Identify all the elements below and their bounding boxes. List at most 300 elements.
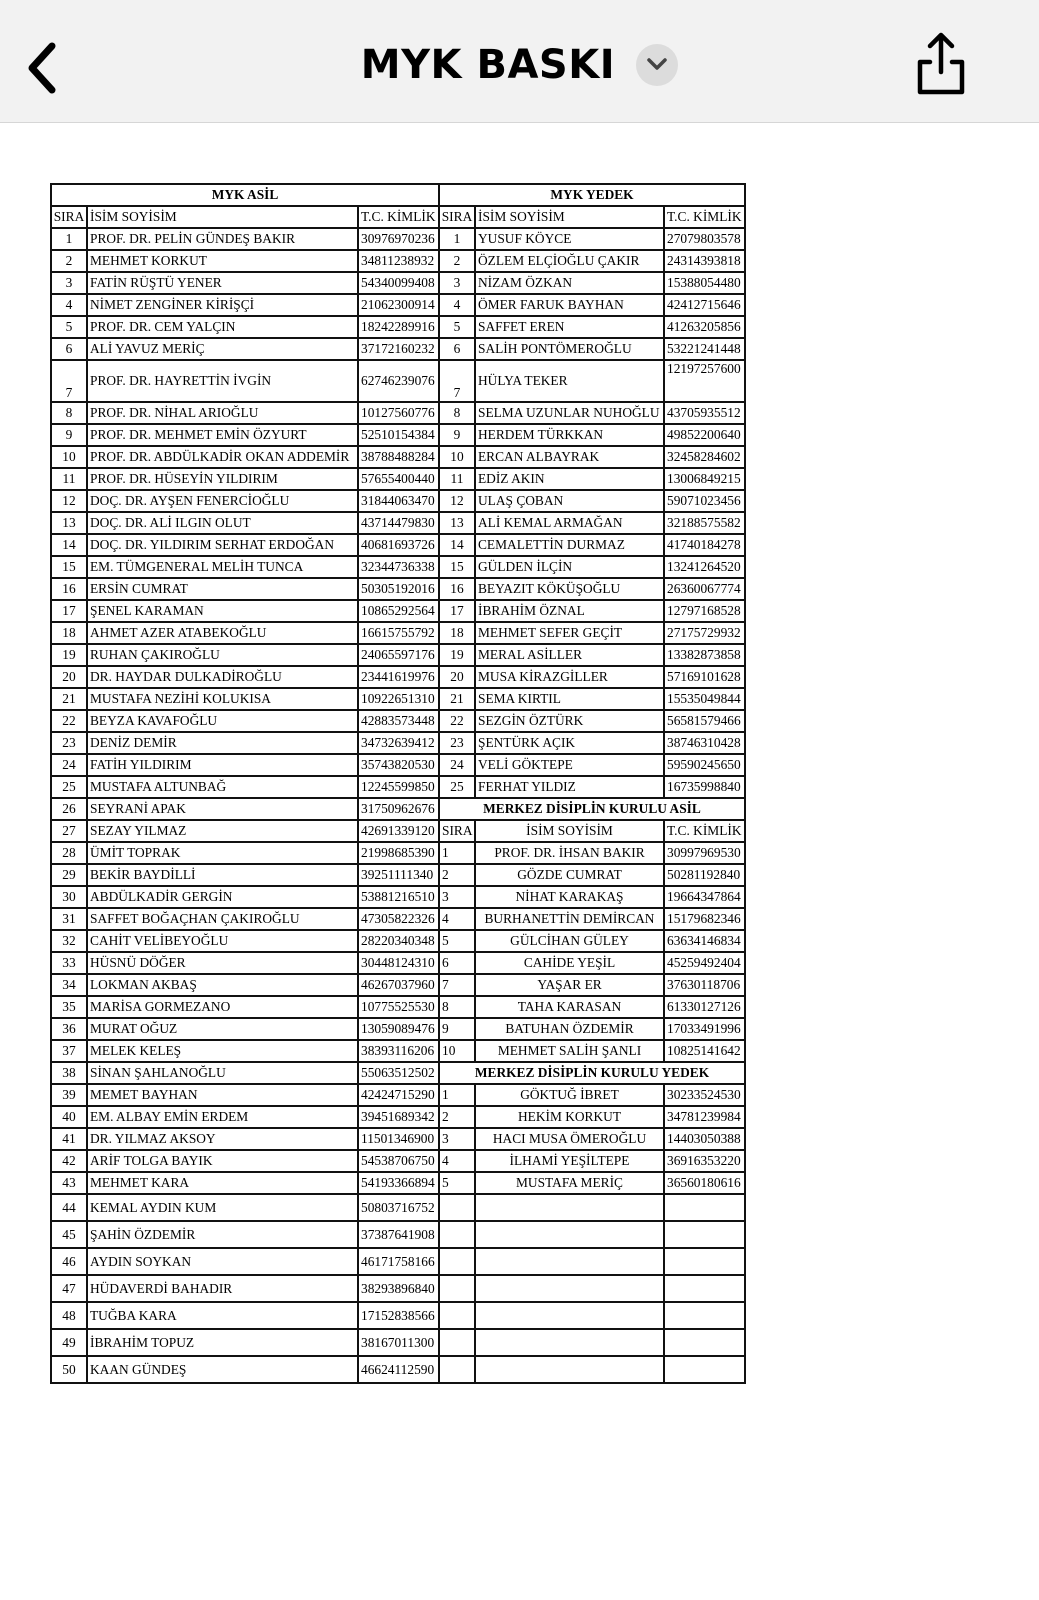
empty-cell <box>664 1302 745 1329</box>
tc-number: 12797168528 <box>664 600 745 622</box>
member-name: EDİZ AKIN <box>475 468 664 490</box>
tc-number: 10127560776 <box>358 402 439 424</box>
table-row <box>51 1221 745 1248</box>
row-number: 12 <box>51 490 87 512</box>
row-number: 19 <box>51 644 87 666</box>
member-name: FATİN RÜŞTÜ YENER <box>87 272 358 294</box>
tc-number: 62746239076 <box>358 360 439 402</box>
table-title-row <box>51 184 745 206</box>
row-number: 9 <box>51 424 87 446</box>
tc-number: 12197257600 <box>664 360 745 402</box>
table-row <box>51 732 745 754</box>
empty-cell <box>664 1329 745 1356</box>
row-number: 33 <box>51 952 87 974</box>
member-name: DOÇ. DR. ALİ ILGIN OLUT <box>87 512 358 534</box>
share-icon <box>913 30 969 96</box>
empty-cell <box>439 1329 475 1356</box>
member-name: GÜLCİHAN GÜLEY <box>475 930 664 952</box>
table-row <box>51 1172 745 1194</box>
tc-number: 17033491996 <box>664 1018 745 1040</box>
member-name: HEKİM KORKUT <box>475 1106 664 1128</box>
member-name: MEHMET SEFER GEÇİT <box>475 622 664 644</box>
row-number: 20 <box>439 666 475 688</box>
tc-number: 10922651310 <box>358 688 439 710</box>
tc-number: 40681693726 <box>358 534 439 556</box>
row-number: 47 <box>51 1275 87 1302</box>
tc-number: 37387641908 <box>358 1221 439 1248</box>
member-name: ALİ KEMAL ARMAĞAN <box>475 512 664 534</box>
member-name: NİMET ZENGİNER KİRİŞÇİ <box>87 294 358 316</box>
row-number: 16 <box>439 578 475 600</box>
row-number: 9 <box>439 1018 475 1040</box>
tc-number: 41740184278 <box>664 534 745 556</box>
member-name: ERSİN CUMRAT <box>87 578 358 600</box>
tc-number: 37630118706 <box>664 974 745 996</box>
tc-number: 56581579466 <box>664 710 745 732</box>
tc-number: 13006849215 <box>664 468 745 490</box>
member-name: MERAL ASİLLER <box>475 644 664 666</box>
member-name: CAHİDE YEŞİL <box>475 952 664 974</box>
row-number: 31 <box>51 908 87 930</box>
row-number: 15 <box>51 556 87 578</box>
empty-cell <box>664 1248 745 1275</box>
table-row <box>51 1106 745 1128</box>
empty-cell <box>439 1194 475 1221</box>
member-name: MUSA KİRAZGİLLER <box>475 666 664 688</box>
tc-number: 32188575582 <box>664 512 745 534</box>
member-name: GÖKTUĞ İBRET <box>475 1084 664 1106</box>
row-number: 8 <box>439 996 475 1018</box>
tc-number: 43714479830 <box>358 512 439 534</box>
row-number: 28 <box>51 842 87 864</box>
tc-number: 15535049844 <box>664 688 745 710</box>
row-number: 14 <box>51 534 87 556</box>
table-row <box>51 820 745 842</box>
row-number: 7 <box>51 360 87 402</box>
table-row <box>51 1302 745 1329</box>
member-name: NİZAM ÖZKAN <box>475 272 664 294</box>
tc-number: 54193366894 <box>358 1172 439 1194</box>
table-row <box>51 622 745 644</box>
row-number: 43 <box>51 1172 87 1194</box>
empty-cell <box>664 1275 745 1302</box>
member-name: HÜDAVERDİ BAHADIR <box>87 1275 358 1302</box>
empty-cell <box>664 1356 745 1383</box>
row-number: 5 <box>51 316 87 338</box>
row-number: 4 <box>439 294 475 316</box>
tc-number: 30448124310 <box>358 952 439 974</box>
member-name: PROF. DR. PELİN GÜNDEŞ BAKIR <box>87 228 358 250</box>
row-number: 6 <box>51 338 87 360</box>
row-number: 2 <box>439 864 475 886</box>
member-name: HERDEM TÜRKKAN <box>475 424 664 446</box>
member-name: SEMA KIRTIL <box>475 688 664 710</box>
row-number: 20 <box>51 666 87 688</box>
member-name: PROF. DR. NİHAL ARIOĞLU <box>87 402 358 424</box>
empty-cell <box>475 1302 664 1329</box>
member-name: BATUHAN ÖZDEMİR <box>475 1018 664 1040</box>
row-number: 10 <box>51 446 87 468</box>
row-number: 2 <box>439 250 475 272</box>
tc-number: 46171758166 <box>358 1248 439 1275</box>
member-name: PROF. DR. HAYRETTİN İVGİN <box>87 360 358 402</box>
table-row <box>51 842 745 864</box>
tc-number: 42883573448 <box>358 710 439 732</box>
member-name: SAFFET EREN <box>475 316 664 338</box>
row-number: 11 <box>439 468 475 490</box>
table-row <box>51 600 745 622</box>
row-number: 22 <box>51 710 87 732</box>
tc-number: 32458284602 <box>664 446 745 468</box>
row-number: 25 <box>439 776 475 798</box>
empty-cell <box>439 1221 475 1248</box>
table-row <box>51 294 745 316</box>
page-title[interactable]: MYK BASKI <box>360 42 616 88</box>
row-number: 3 <box>51 272 87 294</box>
row-number: 6 <box>439 952 475 974</box>
member-name: FATİH YILDIRIM <box>87 754 358 776</box>
member-name: ALİ YAVUZ MERİÇ <box>87 338 358 360</box>
table-row <box>51 1018 745 1040</box>
tc-number: 59590245650 <box>664 754 745 776</box>
member-name: DR. HAYDAR DULKADİROĞLU <box>87 666 358 688</box>
tc-number: 21062300914 <box>358 294 439 316</box>
row-number: 1 <box>51 228 87 250</box>
tc-number: 34811238932 <box>358 250 439 272</box>
col-name: İSİM SOYİSİM <box>475 820 664 842</box>
member-name: SEZAY YILMAZ <box>87 820 358 842</box>
member-name: EM. TÜMGENERAL MELİH TUNCA <box>87 556 358 578</box>
row-number: 3 <box>439 886 475 908</box>
row-number: 16 <box>51 578 87 600</box>
member-name: PROF. DR. ABDÜLKADİR OKAN ADDEMİR <box>87 446 358 468</box>
tc-number: 30976970236 <box>358 228 439 250</box>
tc-number: 15388054480 <box>664 272 745 294</box>
member-name: YUSUF KÖYCE <box>475 228 664 250</box>
table-row <box>51 710 745 732</box>
row-number: 49 <box>51 1329 87 1356</box>
tc-number: 30997969530 <box>664 842 745 864</box>
tc-number: 16615755792 <box>358 622 439 644</box>
tc-number: 50281192840 <box>664 864 745 886</box>
member-name: SELMA UZUNLAR NUHOĞLU <box>475 402 664 424</box>
tc-number: 10865292564 <box>358 600 439 622</box>
tc-number: 36560180616 <box>664 1172 745 1194</box>
row-number: 17 <box>439 600 475 622</box>
empty-cell <box>475 1329 664 1356</box>
tc-number: 49852200640 <box>664 424 745 446</box>
table-row <box>51 974 745 996</box>
tc-number: 16735998840 <box>664 776 745 798</box>
tc-number: 55063512502 <box>358 1062 439 1084</box>
empty-cell <box>475 1356 664 1383</box>
tc-number: 53221241448 <box>664 338 745 360</box>
tc-number: 61330127126 <box>664 996 745 1018</box>
member-name: MUSTAFA ALTUNBAĞ <box>87 776 358 798</box>
row-number: 24 <box>51 754 87 776</box>
candidate-table <box>50 183 746 1384</box>
row-number: 32 <box>51 930 87 952</box>
member-name: SALİH PONTÖMEROĞLU <box>475 338 664 360</box>
tc-number: 39451689342 <box>358 1106 439 1128</box>
row-number: 29 <box>51 864 87 886</box>
member-name: MARİSA GORMEZANO <box>87 996 358 1018</box>
row-number: 24 <box>439 754 475 776</box>
row-number: 21 <box>51 688 87 710</box>
member-name: ÖMER FARUK BAYHAN <box>475 294 664 316</box>
table-row <box>51 798 745 820</box>
title-menu-button[interactable] <box>636 44 678 86</box>
table-row <box>51 490 745 512</box>
table-row <box>51 1329 745 1356</box>
tc-number: 35743820530 <box>358 754 439 776</box>
tc-number: 42691339120 <box>358 820 439 842</box>
table-row <box>51 250 745 272</box>
row-number: 23 <box>439 732 475 754</box>
table-row <box>51 776 745 798</box>
empty-cell <box>475 1221 664 1248</box>
tc-number: 36916353220 <box>664 1150 745 1172</box>
table-row <box>51 534 745 556</box>
member-name: MEHMET KARA <box>87 1172 358 1194</box>
member-name: GÜLDEN İLÇİN <box>475 556 664 578</box>
tc-number: 59071023456 <box>664 490 745 512</box>
table-row <box>51 446 745 468</box>
empty-cell <box>664 1221 745 1248</box>
row-number: 8 <box>51 402 87 424</box>
row-number: 12 <box>439 490 475 512</box>
row-number: 40 <box>51 1106 87 1128</box>
chevron-down-icon <box>645 55 669 75</box>
empty-cell <box>475 1194 664 1221</box>
member-name: HÜLYA TEKER <box>475 360 664 402</box>
tc-number: 57655400440 <box>358 468 439 490</box>
tc-number: 27175729932 <box>664 622 745 644</box>
member-name: İBRAHİM TOPUZ <box>87 1329 358 1356</box>
col-name: İSİM SOYİSİM <box>87 206 358 228</box>
table-row <box>51 886 745 908</box>
member-name: BEKİR BAYDİLLİ <box>87 864 358 886</box>
tc-number: 46267037960 <box>358 974 439 996</box>
member-name: ÜMİT TOPRAK <box>87 842 358 864</box>
row-number: 35 <box>51 996 87 1018</box>
member-name: ŞENEL KARAMAN <box>87 600 358 622</box>
table-row <box>51 316 745 338</box>
tc-number: 13241264520 <box>664 556 745 578</box>
table-row <box>51 1084 745 1106</box>
tc-number: 54538706750 <box>358 1150 439 1172</box>
tc-number: 53881216510 <box>358 886 439 908</box>
member-name: AYDIN SOYKAN <box>87 1248 358 1275</box>
table-row <box>51 754 745 776</box>
member-name: PROF. DR. CEM YALÇIN <box>87 316 358 338</box>
row-number: 22 <box>439 710 475 732</box>
row-number: 10 <box>439 1040 475 1062</box>
col-sira: SIRA <box>439 206 475 228</box>
table-row <box>51 468 745 490</box>
row-number: 7 <box>439 360 475 402</box>
table-row <box>51 338 745 360</box>
tc-number: 34732639412 <box>358 732 439 754</box>
row-number: 45 <box>51 1221 87 1248</box>
tc-number: 43705935512 <box>664 402 745 424</box>
tc-number: 47305822326 <box>358 908 439 930</box>
member-name: BEYAZIT KÖKÜŞOĞLU <box>475 578 664 600</box>
table-row <box>51 1150 745 1172</box>
member-name: İLHAMİ YEŞİLTEPE <box>475 1150 664 1172</box>
tc-number: 34781239984 <box>664 1106 745 1128</box>
row-number: 37 <box>51 1040 87 1062</box>
table-row <box>51 1128 745 1150</box>
member-name: CAHİT VELİBEYOĞLU <box>87 930 358 952</box>
tc-number: 10825141642 <box>664 1040 745 1062</box>
row-number: 9 <box>439 424 475 446</box>
member-name: BEYZA KAVAFOĞLU <box>87 710 358 732</box>
row-number: 44 <box>51 1194 87 1221</box>
table-row <box>51 666 745 688</box>
tc-number: 42412715646 <box>664 294 745 316</box>
row-number: 17 <box>51 600 87 622</box>
member-name: KAAN GÜNDEŞ <box>87 1356 358 1383</box>
row-number: 50 <box>51 1356 87 1383</box>
member-name: GÖZDE CUMRAT <box>475 864 664 886</box>
table-row <box>51 424 745 446</box>
row-number: 26 <box>51 798 87 820</box>
col-sira: SIRA <box>51 206 87 228</box>
row-number: 1 <box>439 1084 475 1106</box>
col-sira: SIRA <box>439 820 475 842</box>
tc-number: 24065597176 <box>358 644 439 666</box>
row-number: 19 <box>439 644 475 666</box>
tc-number: 38393116206 <box>358 1040 439 1062</box>
member-name: DOÇ. DR. YILDIRIM SERHAT ERDOĞAN <box>87 534 358 556</box>
table-row <box>51 556 745 578</box>
member-name: MUSTAFA NEZİHİ KOLUKISA <box>87 688 358 710</box>
tc-number: 57169101628 <box>664 666 745 688</box>
row-number: 8 <box>439 402 475 424</box>
row-number: 2 <box>439 1106 475 1128</box>
tc-number: 37172160232 <box>358 338 439 360</box>
tc-number: 13382873858 <box>664 644 745 666</box>
row-number: 5 <box>439 1172 475 1194</box>
member-name: TAHA KARASAN <box>475 996 664 1018</box>
chevron-left-icon <box>22 38 66 98</box>
tc-number: 39251111340 <box>358 864 439 886</box>
row-number: 10 <box>439 446 475 468</box>
member-name: DENİZ DEMİR <box>87 732 358 754</box>
row-number: 14 <box>439 534 475 556</box>
member-name: MEHMET KORKUT <box>87 250 358 272</box>
tc-number: 13059089476 <box>358 1018 439 1040</box>
row-number: 1 <box>439 228 475 250</box>
member-name: ERCAN ALBAYRAK <box>475 446 664 468</box>
row-number: 21 <box>439 688 475 710</box>
tc-number: 46624112590 <box>358 1356 439 1383</box>
row-number: 25 <box>51 776 87 798</box>
tc-number: 17152838566 <box>358 1302 439 1329</box>
myk-asil-title: MYK ASİL <box>51 184 439 206</box>
tc-number: 42424715290 <box>358 1084 439 1106</box>
column-header-row <box>51 206 745 228</box>
row-number: 30 <box>51 886 87 908</box>
member-name: BURHANETTİN DEMİRCAN <box>475 908 664 930</box>
member-name: SEZGİN ÖZTÜRK <box>475 710 664 732</box>
row-number: 48 <box>51 1302 87 1329</box>
tc-number: 38746310428 <box>664 732 745 754</box>
row-number: 3 <box>439 272 475 294</box>
table-row <box>51 644 745 666</box>
member-name: KEMAL AYDIN KUM <box>87 1194 358 1221</box>
member-name: PROF. DR. HÜSEYİN YILDIRIM <box>87 468 358 490</box>
row-number: 46 <box>51 1248 87 1275</box>
tc-number: 31844063470 <box>358 490 439 512</box>
table-row <box>51 272 745 294</box>
member-name: MUSTAFA MERİÇ <box>475 1172 664 1194</box>
row-number: 42 <box>51 1150 87 1172</box>
tc-number: 54340099408 <box>358 272 439 294</box>
row-number: 4 <box>439 908 475 930</box>
row-number: 4 <box>51 294 87 316</box>
member-name: ŞAHİN ÖZDEMİR <box>87 1221 358 1248</box>
tc-number: 38293896840 <box>358 1275 439 1302</box>
table-row <box>51 908 745 930</box>
col-tc: T.C. KİMLİK <box>664 820 745 842</box>
table-row <box>51 1248 745 1275</box>
row-number: 38 <box>51 1062 87 1084</box>
tc-number: 31750962676 <box>358 798 439 820</box>
row-number: 2 <box>51 250 87 272</box>
tc-number: 28220340348 <box>358 930 439 952</box>
tc-number: 30233524530 <box>664 1084 745 1106</box>
row-number: 41 <box>51 1128 87 1150</box>
document-page <box>50 183 746 1384</box>
empty-cell <box>439 1302 475 1329</box>
tc-number: 38167011300 <box>358 1329 439 1356</box>
table-row <box>51 1062 745 1084</box>
empty-cell <box>439 1248 475 1275</box>
back-button[interactable] <box>22 38 66 98</box>
tc-number: 18242289916 <box>358 316 439 338</box>
share-button[interactable] <box>913 30 969 96</box>
tc-number: 32344736338 <box>358 556 439 578</box>
table-row <box>51 1194 745 1221</box>
member-name: MEMET BAYHAN <box>87 1084 358 1106</box>
member-name: NİHAT KARAKAŞ <box>475 886 664 908</box>
member-name: VELİ GÖKTEPE <box>475 754 664 776</box>
table-row <box>51 578 745 600</box>
empty-cell <box>439 1356 475 1383</box>
table-row <box>51 1356 745 1383</box>
empty-cell <box>664 1194 745 1221</box>
row-number: 3 <box>439 1128 475 1150</box>
row-number: 11 <box>51 468 87 490</box>
col-tc: T.C. KİMLİK <box>664 206 745 228</box>
row-number: 4 <box>439 1150 475 1172</box>
tc-number: 23441619976 <box>358 666 439 688</box>
member-name: YAŞAR ER <box>475 974 664 996</box>
table-row <box>51 228 745 250</box>
member-name: CEMALETTİN DURMAZ <box>475 534 664 556</box>
mdk-yedek-title: MERKEZ DİSİPLİN KURULU YEDEK <box>439 1062 745 1084</box>
member-name: ÖZLEM ELÇİOĞLU ÇAKIR <box>475 250 664 272</box>
empty-cell <box>475 1248 664 1275</box>
tc-number: 12245599850 <box>358 776 439 798</box>
tc-number: 11501346900 <box>358 1128 439 1150</box>
tc-number: 50803716752 <box>358 1194 439 1221</box>
tc-number: 52510154384 <box>358 424 439 446</box>
table-row <box>51 864 745 886</box>
row-number: 34 <box>51 974 87 996</box>
